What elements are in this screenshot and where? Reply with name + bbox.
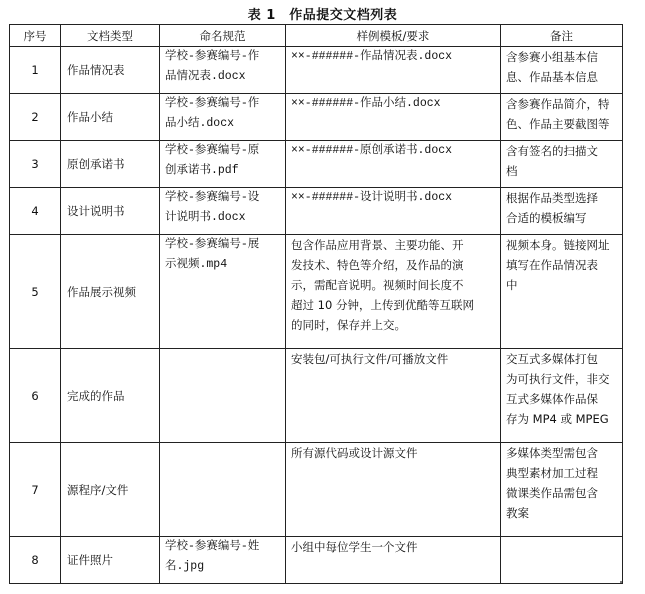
cell-note: 多媒体类型需包含 典型素材加工过程 微课类作品需包含 教案 [501, 443, 623, 537]
header-template: 样例模板/要求 [286, 25, 501, 47]
cell-naming: 学校-参赛编号-展 示视频.mp4 [160, 235, 286, 349]
header-row [10, 25, 623, 47]
cell-naming [160, 349, 286, 443]
cell-note: 根据作品类型选择 合适的模板编写 [501, 188, 623, 235]
table-row [10, 349, 623, 443]
cell-template: 小组中每位学生一个文件 [286, 537, 501, 584]
cell-note [501, 537, 623, 584]
cell-index: 8 [10, 537, 61, 584]
header-note: 备注 [501, 25, 623, 47]
cell-template: ××-######-作品小结.docx [286, 94, 501, 141]
cell-naming [160, 443, 286, 537]
cell-template: ××-######-设计说明书.docx [286, 188, 501, 235]
cell-naming: 学校-参赛编号-原 创承诺书.pdf [160, 141, 286, 188]
table-row [10, 47, 623, 94]
cell-note: 含有签名的扫描文 档 [501, 141, 623, 188]
document-list-table [9, 24, 623, 584]
table-row [10, 537, 623, 584]
cell-naming: 学校-参赛编号-姓 名.jpg [160, 537, 286, 584]
cell-template: ××-######-原创承诺书.docx [286, 141, 501, 188]
cell-template: 包含作品应用背景、主要功能、开 发技术、特色等介绍，及作品的演 示，需配音说明。视频时间长度不 超过 10 分钟，上传到优酷等互联网 的同时，保存并上交。 [286, 235, 501, 349]
cell-doc-type: 作品展示视频 [61, 235, 160, 349]
cell-template: 安装包/可执行文件/可播放文件 [286, 349, 501, 443]
table-row [10, 141, 623, 188]
cell-index: 3 [10, 141, 61, 188]
table-row [10, 94, 623, 141]
header-naming: 命名规范 [160, 25, 286, 47]
cell-doc-type: 设计说明书 [61, 188, 160, 235]
cell-index: 7 [10, 443, 61, 537]
cell-note: 交互式多媒体打包 为可执行文件，非交 互式多媒体作品保 存为 MP4 或 MPEG [501, 349, 623, 443]
corner-mark [620, 581, 622, 583]
cell-naming: 学校-参赛编号-作 品小结.docx [160, 94, 286, 141]
cell-index: 6 [10, 349, 61, 443]
header-doc-type: 文档类型 [61, 25, 160, 47]
cell-index: 1 [10, 47, 61, 94]
cell-doc-type: 作品情况表 [61, 47, 160, 94]
table-row [10, 188, 623, 235]
cell-index: 2 [10, 94, 61, 141]
cell-index: 5 [10, 235, 61, 349]
header-index: 序号 [10, 25, 61, 47]
cell-doc-type: 原创承诺书 [61, 141, 160, 188]
cell-doc-type: 证件照片 [61, 537, 160, 584]
cell-naming: 学校-参赛编号-设 计说明书.docx [160, 188, 286, 235]
cell-template: 所有源代码或设计源文件 [286, 443, 501, 537]
cell-note: 含参赛作品简介，特 色、作品主要截图等 [501, 94, 623, 141]
cell-index: 4 [10, 188, 61, 235]
cell-note: 视频本身。链接网址 填写在作品情况表 中 [501, 235, 623, 349]
cell-naming: 学校-参赛编号-作 品情况表.docx [160, 47, 286, 94]
cell-doc-type: 作品小结 [61, 94, 160, 141]
table-row [10, 443, 623, 537]
cell-note: 含参赛小组基本信 息、作品基本信息 [501, 47, 623, 94]
table-caption: 表 1 作品提交文档列表 [247, 8, 398, 23]
table-row [10, 235, 623, 349]
cell-doc-type: 源程序/文件 [61, 443, 160, 537]
cell-doc-type: 完成的作品 [61, 349, 160, 443]
cell-template: ××-######-作品情况表.docx [286, 47, 501, 94]
